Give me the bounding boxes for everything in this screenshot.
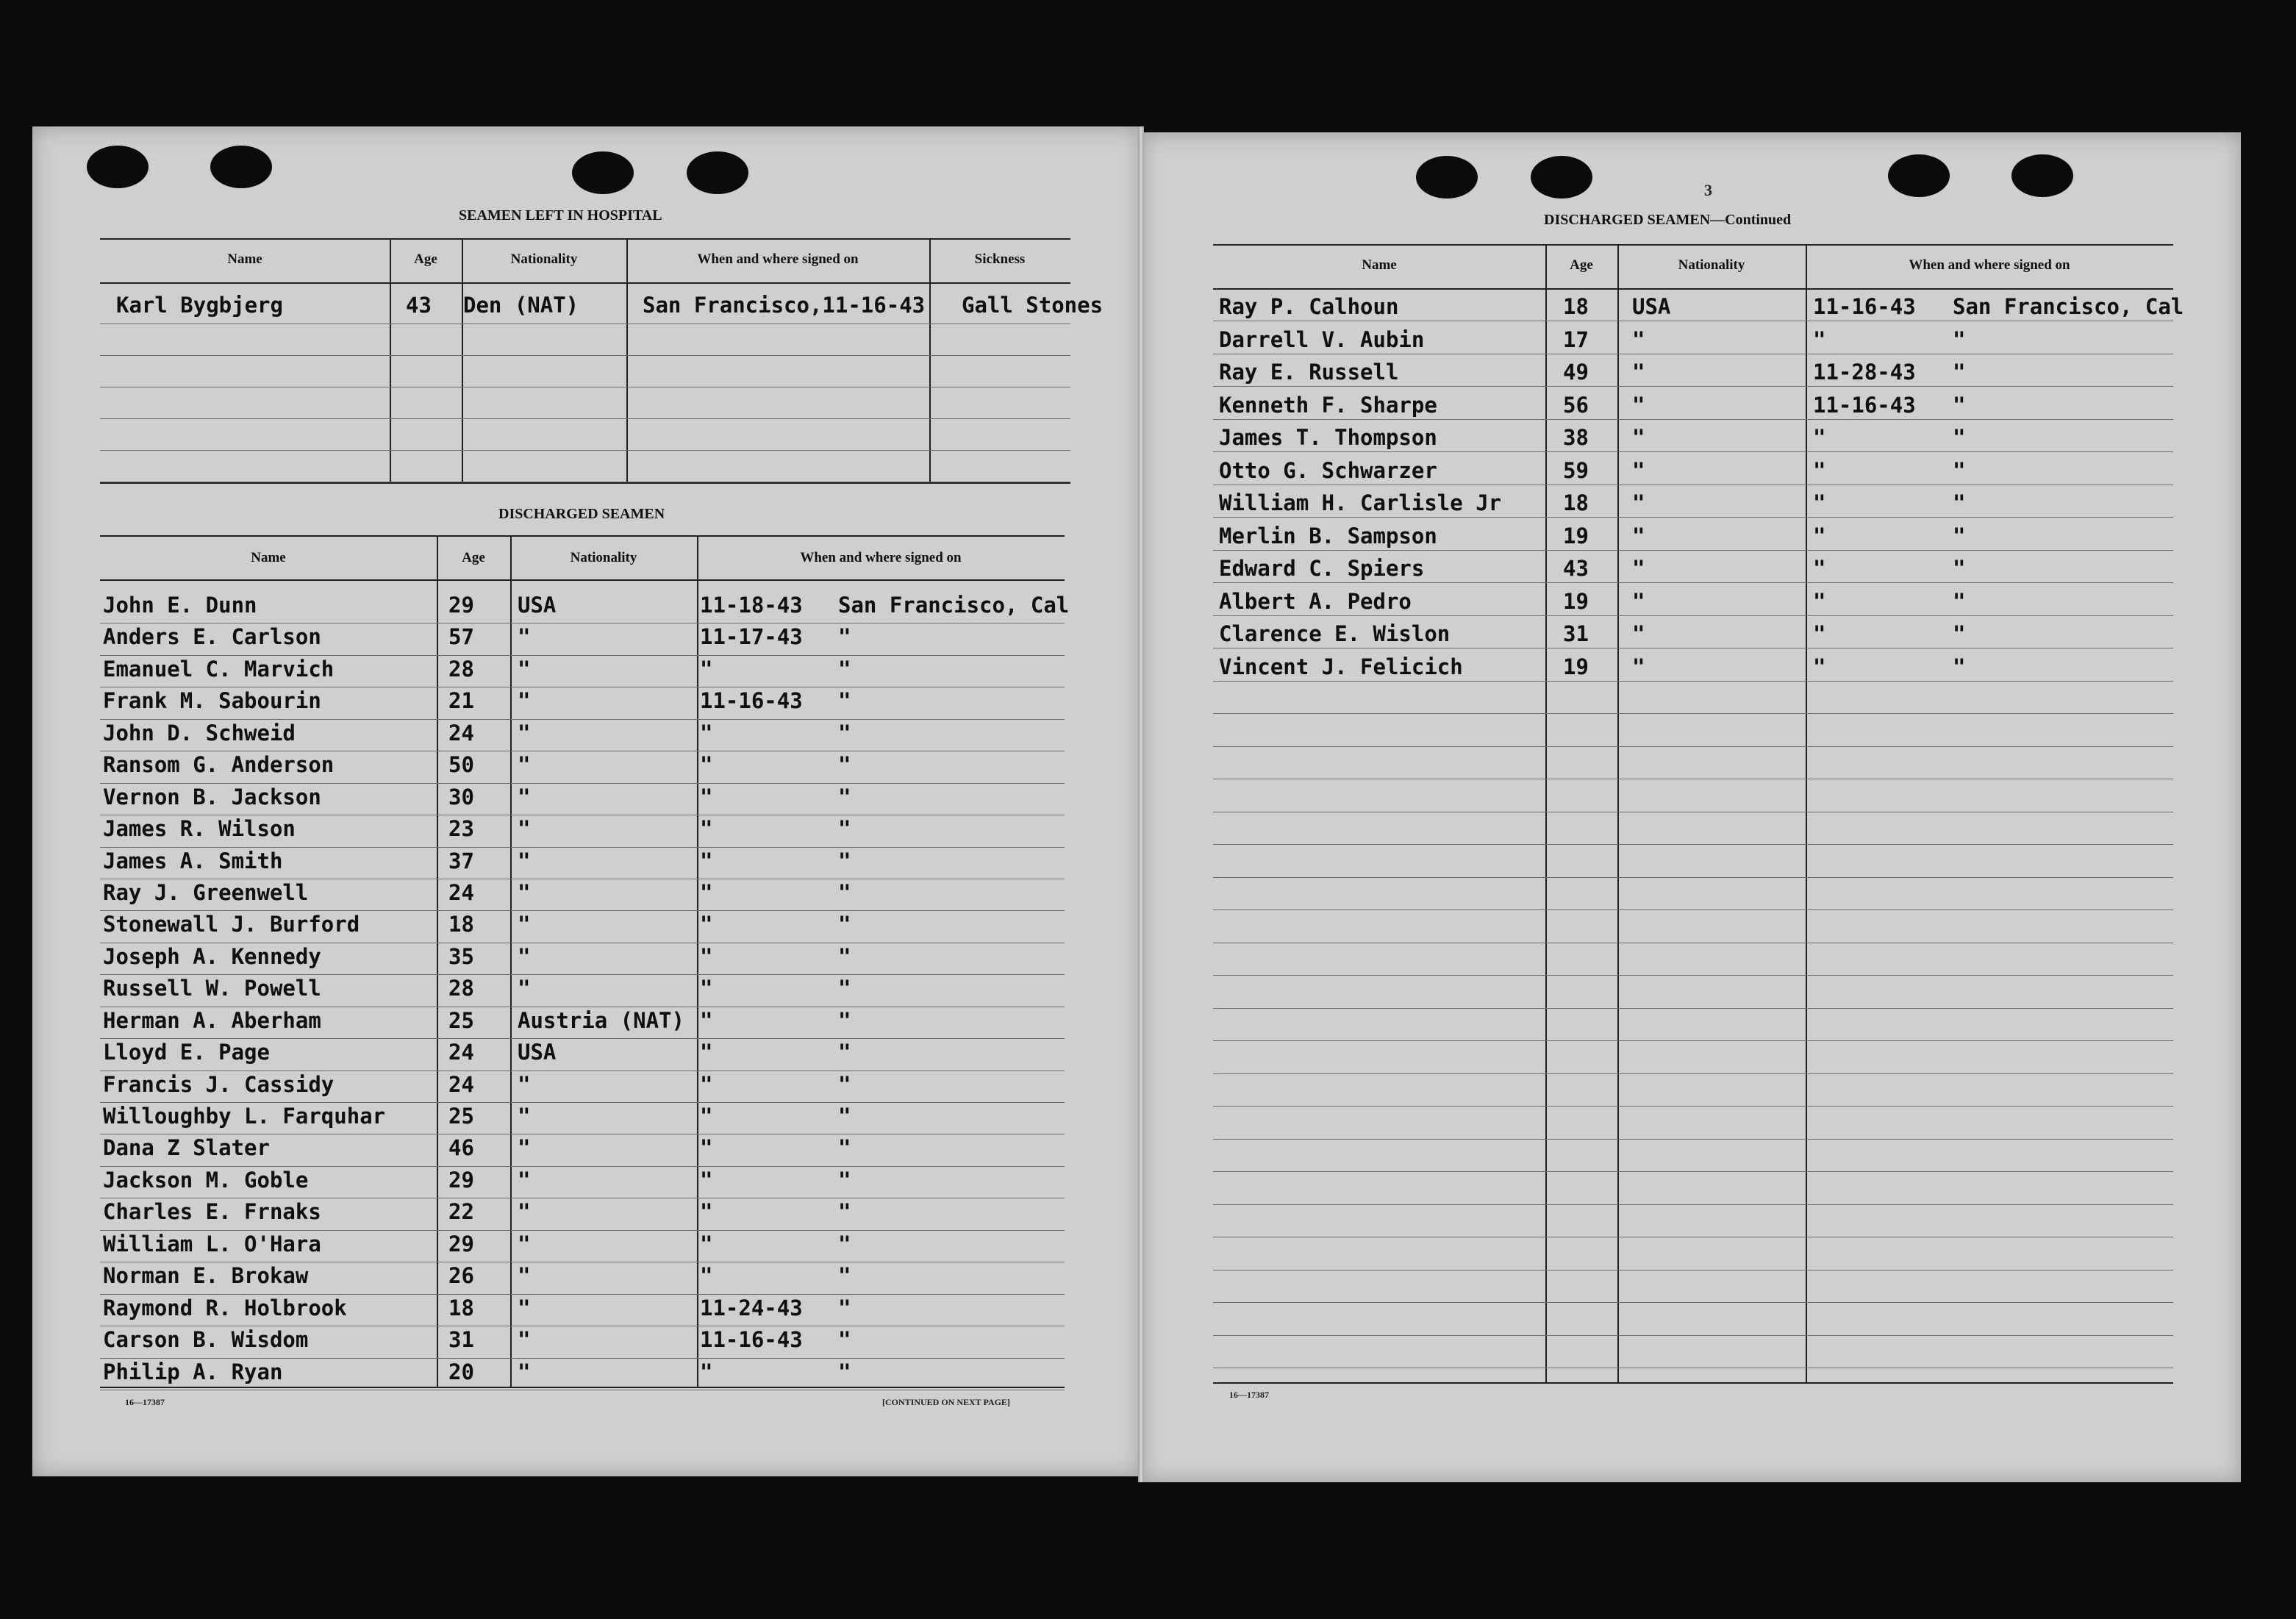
column-divider (626, 238, 628, 482)
seaman-signed-date: 11-24-43 (700, 1295, 803, 1320)
seaman-nationality: " (518, 912, 531, 937)
seaman-signed-place: " (838, 1071, 851, 1097)
seaman-name: William L. O'Hara (103, 1231, 321, 1257)
seaman-age: 29 (448, 1231, 474, 1257)
seaman-signed-place: " (838, 1231, 851, 1257)
seaman-name: Charles E. Frnaks (103, 1199, 321, 1225)
seaman-age: 29 (448, 1167, 474, 1193)
row-line (1213, 615, 2173, 616)
hospital-age: 43 (406, 293, 432, 318)
seaman-signed-date: 11-16-43 (1813, 392, 1916, 418)
column-header: When and where signed on (1909, 257, 2070, 273)
seaman-nationality: " (1632, 523, 1645, 548)
seaman-nationality: " (518, 656, 531, 682)
seaman-age: 21 (448, 688, 474, 714)
punch-hole (1416, 156, 1478, 199)
seaman-nationality: " (1632, 588, 1645, 614)
seaman-age: 18 (448, 1295, 474, 1320)
seaman-nationality: " (518, 1295, 531, 1320)
seaman-name: Herman A. Aberham (103, 1007, 321, 1033)
seaman-age: 31 (448, 1327, 474, 1353)
seaman-name: Ray E. Russell (1219, 360, 1399, 385)
seaman-nationality: " (518, 624, 531, 650)
seaman-name: Edward C. Spiers (1219, 556, 1425, 581)
seaman-signed-date: " (700, 943, 713, 969)
seaman-signed-place: " (838, 752, 851, 778)
seaman-signed-place: San Francisco, Cal (1953, 294, 2184, 319)
seaman-signed-date: " (700, 784, 713, 810)
seaman-name: Carson B. Wisdom (103, 1327, 309, 1353)
discharged-section-title: DISCHARGED SEAMEN (498, 506, 665, 522)
seaman-signed-date: " (700, 816, 713, 842)
seaman-name: Merlin B. Sampson (1219, 523, 1437, 548)
table-header-border (100, 282, 1070, 284)
seaman-name: Francis J. Cassidy (103, 1071, 335, 1097)
seaman-name: Jackson M. Goble (103, 1167, 309, 1193)
seaman-name: Frank M. Sabourin (103, 688, 321, 714)
column-header: Sickness (974, 251, 1026, 267)
seaman-name: Dana Z Slater (103, 1135, 270, 1161)
column-header: When and where signed on (697, 251, 859, 267)
continued-section-title: DISCHARGED SEAMEN—Continued (1544, 212, 1792, 228)
seaman-signed-place: " (838, 784, 851, 810)
seaman-nationality: Austria (NAT) (518, 1007, 684, 1033)
seaman-signed-place: " (1953, 392, 1966, 418)
seaman-nationality: " (518, 1327, 531, 1353)
seaman-nationality: " (1632, 457, 1645, 483)
table-top-border (100, 535, 1065, 537)
seaman-signed-place: " (1953, 490, 1966, 515)
seaman-age: 19 (1563, 588, 1589, 614)
seaman-signed-place: " (1953, 360, 1966, 385)
seaman-signed-place: " (1953, 621, 1966, 646)
column-header: Name (227, 251, 262, 267)
page-number: 3 (1704, 181, 1712, 199)
seaman-name: Stonewall J. Burford (103, 912, 360, 937)
seaman-signed-place: " (838, 1135, 851, 1161)
column-header: Nationality (510, 251, 578, 267)
seaman-age: 22 (448, 1199, 474, 1225)
seaman-signed-date: 11-16-43 (700, 688, 803, 714)
column-header: Age (414, 251, 437, 267)
seaman-signed-place: " (838, 688, 851, 714)
seaman-signed-date: " (700, 752, 713, 778)
column-divider (1806, 244, 1807, 1382)
seaman-signed-date: " (1813, 457, 1826, 483)
column-divider (1617, 244, 1619, 1382)
seaman-age: 24 (448, 1071, 474, 1097)
row-line (1213, 746, 2173, 747)
seaman-age: 19 (1563, 654, 1589, 679)
seaman-nationality: USA (518, 1040, 557, 1065)
seaman-signed-date: " (700, 1135, 713, 1161)
seaman-signed-place: " (1953, 523, 1966, 548)
punch-hole (210, 146, 272, 188)
seaman-name: James A. Smith (103, 848, 283, 873)
row-line (1213, 1204, 2173, 1205)
seaman-age: 26 (448, 1263, 474, 1289)
row-line (1213, 1171, 2173, 1172)
seaman-age: 38 (1563, 425, 1589, 450)
table-bottom-border (100, 482, 1070, 484)
seaman-age: 24 (448, 720, 474, 746)
seaman-signed-date: " (700, 1104, 713, 1129)
table-top-border (1213, 244, 2173, 246)
column-header: Nationality (1678, 257, 1745, 273)
seaman-name: James R. Wilson (103, 816, 296, 842)
seaman-age: 17 (1563, 326, 1589, 352)
row-line (100, 655, 1065, 656)
row-line (1213, 582, 2173, 583)
seaman-signed-date: 11-16-43 (700, 1327, 803, 1353)
seaman-signed-date: " (700, 1263, 713, 1289)
seaman-signed-place: " (838, 1167, 851, 1193)
table-top-border (100, 238, 1070, 240)
seaman-signed-date: 11-18-43 (700, 593, 803, 618)
hospital-name: Karl Bygbjerg (116, 293, 283, 318)
seaman-name: Anders E. Carlson (103, 624, 321, 650)
seaman-signed-place: " (838, 1199, 851, 1225)
row-line (100, 910, 1065, 911)
seaman-signed-date: " (700, 1359, 713, 1384)
seaman-nationality: " (518, 943, 531, 969)
seaman-signed-date: " (700, 879, 713, 905)
form-number-left: 16—17387 (125, 1397, 165, 1407)
seaman-nationality: " (518, 816, 531, 842)
seaman-signed-date: " (700, 1167, 713, 1193)
seaman-name: Ray P. Calhoun (1219, 294, 1399, 319)
hospital-signed-on: San Francisco,11-16-43 (643, 293, 926, 318)
seaman-signed-place: " (838, 1007, 851, 1033)
column-divider (929, 238, 931, 482)
seaman-name: Clarence E. Wislon (1219, 621, 1451, 646)
page-fold (1138, 126, 1144, 1482)
row-line (1213, 1335, 2173, 1336)
seaman-name: Lloyd E. Page (103, 1040, 270, 1065)
table-bottom-border (1213, 1382, 2173, 1384)
seaman-name: Vincent J. Felicich (1219, 654, 1463, 679)
seaman-signed-date: 11-16-43 (1813, 294, 1916, 319)
seaman-age: 46 (448, 1135, 474, 1161)
seaman-name: Albert A. Pedro (1219, 588, 1412, 614)
seaman-age: 31 (1563, 621, 1589, 646)
punch-hole (2011, 154, 2073, 197)
seaman-nationality: " (518, 1199, 531, 1225)
column-header: Age (462, 550, 485, 565)
seaman-signed-date: 11-28-43 (1813, 360, 1916, 385)
seaman-nationality: USA (518, 593, 557, 618)
seaman-nationality: " (518, 976, 531, 1001)
table-header-border (100, 579, 1065, 581)
hospital-sickness: Gall Stones (962, 293, 1104, 318)
seaman-nationality: USA (1632, 294, 1671, 319)
row-line (100, 450, 1070, 451)
seaman-age: 37 (448, 848, 474, 873)
row-line (1213, 1302, 2173, 1303)
seaman-age: 56 (1563, 392, 1589, 418)
seaman-name: Ransom G. Anderson (103, 752, 335, 778)
row-line (100, 418, 1070, 419)
seaman-name: Norman E. Brokaw (103, 1263, 309, 1289)
row-line (100, 1038, 1065, 1039)
seaman-age: 35 (448, 943, 474, 969)
seaman-signed-place: " (838, 879, 851, 905)
seaman-name: Willoughby L. Farquhar (103, 1104, 386, 1129)
seaman-age: 19 (1563, 523, 1589, 548)
seaman-nationality: " (518, 1231, 531, 1257)
seaman-nationality: " (1632, 425, 1645, 450)
seaman-signed-date: " (700, 1071, 713, 1097)
seaman-signed-date: " (1813, 326, 1826, 352)
row-line (1213, 877, 2173, 878)
seaman-signed-date: " (1813, 588, 1826, 614)
seaman-nationality: " (518, 879, 531, 905)
seaman-nationality: " (518, 752, 531, 778)
seaman-age: 29 (448, 593, 474, 618)
seaman-nationality: " (1632, 326, 1645, 352)
seaman-name: Otto G. Schwarzer (1219, 457, 1437, 483)
column-header: Name (251, 550, 286, 565)
seaman-age: 57 (448, 624, 474, 650)
seaman-age: 43 (1563, 556, 1589, 581)
seaman-signed-place: " (1953, 326, 1966, 352)
seaman-name: Joseph A. Kennedy (103, 943, 321, 969)
seaman-signed-date: " (700, 848, 713, 873)
seaman-signed-date: " (1813, 425, 1826, 450)
form-number-right: 16—17387 (1229, 1390, 1269, 1400)
seaman-age: 28 (448, 976, 474, 1001)
column-divider (1545, 244, 1547, 1382)
seaman-age: 20 (448, 1359, 474, 1384)
seaman-signed-date: " (1813, 523, 1826, 548)
seaman-signed-place: " (838, 720, 851, 746)
seaman-signed-place: " (1953, 457, 1966, 483)
seaman-name: Darrell V. Aubin (1219, 326, 1425, 352)
row-line (1213, 419, 2173, 420)
column-header: Name (1362, 257, 1397, 273)
seaman-signed-date: " (700, 976, 713, 1001)
seaman-signed-place: " (1953, 588, 1966, 614)
seaman-signed-place: " (838, 656, 851, 682)
row-line (1213, 975, 2173, 976)
seaman-age: 18 (1563, 490, 1589, 515)
seaman-nationality: " (518, 688, 531, 714)
seaman-age: 18 (1563, 294, 1589, 319)
seaman-age: 23 (448, 816, 474, 842)
seaman-age: 28 (448, 656, 474, 682)
hospital-nationality: Den (NAT) (463, 293, 579, 318)
punch-hole (1888, 154, 1950, 197)
seaman-signed-date: 11-17-43 (700, 624, 803, 650)
seaman-signed-date: " (700, 656, 713, 682)
seaman-signed-date: " (700, 912, 713, 937)
seaman-name: Raymond R. Holbrook (103, 1295, 347, 1320)
seaman-age: 25 (448, 1007, 474, 1033)
seaman-nationality: " (518, 1135, 531, 1161)
seaman-age: 59 (1563, 457, 1589, 483)
seaman-nationality: " (518, 784, 531, 810)
seaman-signed-date: " (1813, 654, 1826, 679)
row-line (1213, 517, 2173, 518)
seaman-nationality: " (518, 720, 531, 746)
row-line (1213, 1008, 2173, 1009)
column-divider (510, 535, 512, 1387)
seaman-signed-place: " (838, 1104, 851, 1129)
seaman-nationality: " (518, 1071, 531, 1097)
seaman-age: 24 (448, 879, 474, 905)
row-line (1213, 844, 2173, 845)
seaman-signed-place: " (838, 1359, 851, 1384)
seaman-name: John D. Schweid (103, 720, 296, 746)
seaman-age: 24 (448, 1040, 474, 1065)
table-header-border (1213, 288, 2173, 290)
seaman-signed-place: " (838, 976, 851, 1001)
seaman-nationality: " (1632, 621, 1645, 646)
seaman-signed-date: " (700, 1007, 713, 1033)
hospital-section-title: SEAMEN LEFT IN HOSPITAL (459, 207, 662, 224)
row-line (1213, 550, 2173, 551)
seaman-signed-place: " (1953, 654, 1966, 679)
seaman-signed-date: " (1813, 621, 1826, 646)
seaman-name: Ray J. Greenwell (103, 879, 309, 905)
row-line (1213, 909, 2173, 910)
continued-note: [CONTINUED ON NEXT PAGE] (882, 1397, 1010, 1407)
seaman-name: Philip A. Ryan (103, 1359, 283, 1384)
seaman-signed-date: " (700, 1040, 713, 1065)
seaman-signed-place: " (1953, 556, 1966, 581)
table-bottom-border (100, 1387, 1065, 1388)
seaman-age: 18 (448, 912, 474, 937)
seaman-signed-place: " (1953, 425, 1966, 450)
punch-hole (687, 151, 748, 194)
seaman-name: Kenneth F. Sharpe (1219, 392, 1437, 418)
row-line (100, 1166, 1065, 1167)
row-line (1213, 713, 2173, 714)
seaman-signed-place: " (838, 1263, 851, 1289)
seaman-name: Vernon B. Jackson (103, 784, 321, 810)
row-line (1213, 1073, 2173, 1074)
seaman-signed-place: " (838, 624, 851, 650)
seaman-name: Emanuel C. Marvich (103, 656, 335, 682)
row-line (1213, 451, 2173, 452)
seaman-nationality: " (518, 1359, 531, 1384)
row-line (1213, 386, 2173, 387)
row-line (1213, 681, 2173, 682)
row-line (100, 1102, 1065, 1103)
seaman-name: William H. Carlisle Jr (1219, 490, 1502, 515)
seaman-nationality: " (518, 1263, 531, 1289)
seaman-name: James T. Thompson (1219, 425, 1437, 450)
column-divider (437, 535, 438, 1387)
punch-hole (1531, 156, 1592, 199)
row-line (100, 355, 1070, 356)
row-line (1213, 1106, 2173, 1107)
seaman-signed-place: " (838, 816, 851, 842)
punch-hole (572, 151, 634, 194)
seaman-signed-place: San Francisco, Cal (838, 593, 1070, 618)
seaman-nationality: " (1632, 556, 1645, 581)
column-header: When and where signed on (800, 550, 962, 565)
column-header: Age (1570, 257, 1593, 273)
seaman-signed-date: " (1813, 556, 1826, 581)
seaman-nationality: " (518, 1104, 531, 1129)
punch-hole (87, 146, 149, 188)
seaman-signed-place: " (838, 1295, 851, 1320)
seaman-signed-place: " (838, 848, 851, 873)
seaman-signed-place: " (838, 912, 851, 937)
seaman-signed-date: " (1813, 490, 1826, 515)
column-divider (462, 238, 463, 482)
seaman-nationality: " (1632, 654, 1645, 679)
column-divider (697, 535, 698, 1387)
seaman-age: 49 (1563, 360, 1589, 385)
seaman-signed-place: " (838, 943, 851, 969)
column-divider (390, 238, 391, 482)
seaman-signed-date: " (700, 1199, 713, 1225)
column-header: Nationality (570, 550, 637, 565)
seaman-nationality: " (1632, 392, 1645, 418)
row-line (1213, 1139, 2173, 1140)
seaman-age: 25 (448, 1104, 474, 1129)
seaman-nationality: " (518, 848, 531, 873)
row-line (1213, 1040, 2173, 1041)
seaman-name: Russell W. Powell (103, 976, 321, 1001)
seaman-nationality: " (518, 1167, 531, 1193)
seaman-age: 30 (448, 784, 474, 810)
seaman-name: John E. Dunn (103, 593, 257, 618)
seaman-age: 50 (448, 752, 474, 778)
seaman-signed-place: " (838, 1040, 851, 1065)
seaman-signed-date: " (700, 720, 713, 746)
seaman-nationality: " (1632, 490, 1645, 515)
seaman-signed-place: " (838, 1327, 851, 1353)
row-line (100, 974, 1065, 975)
seaman-nationality: " (1632, 360, 1645, 385)
seaman-signed-date: " (700, 1231, 713, 1257)
